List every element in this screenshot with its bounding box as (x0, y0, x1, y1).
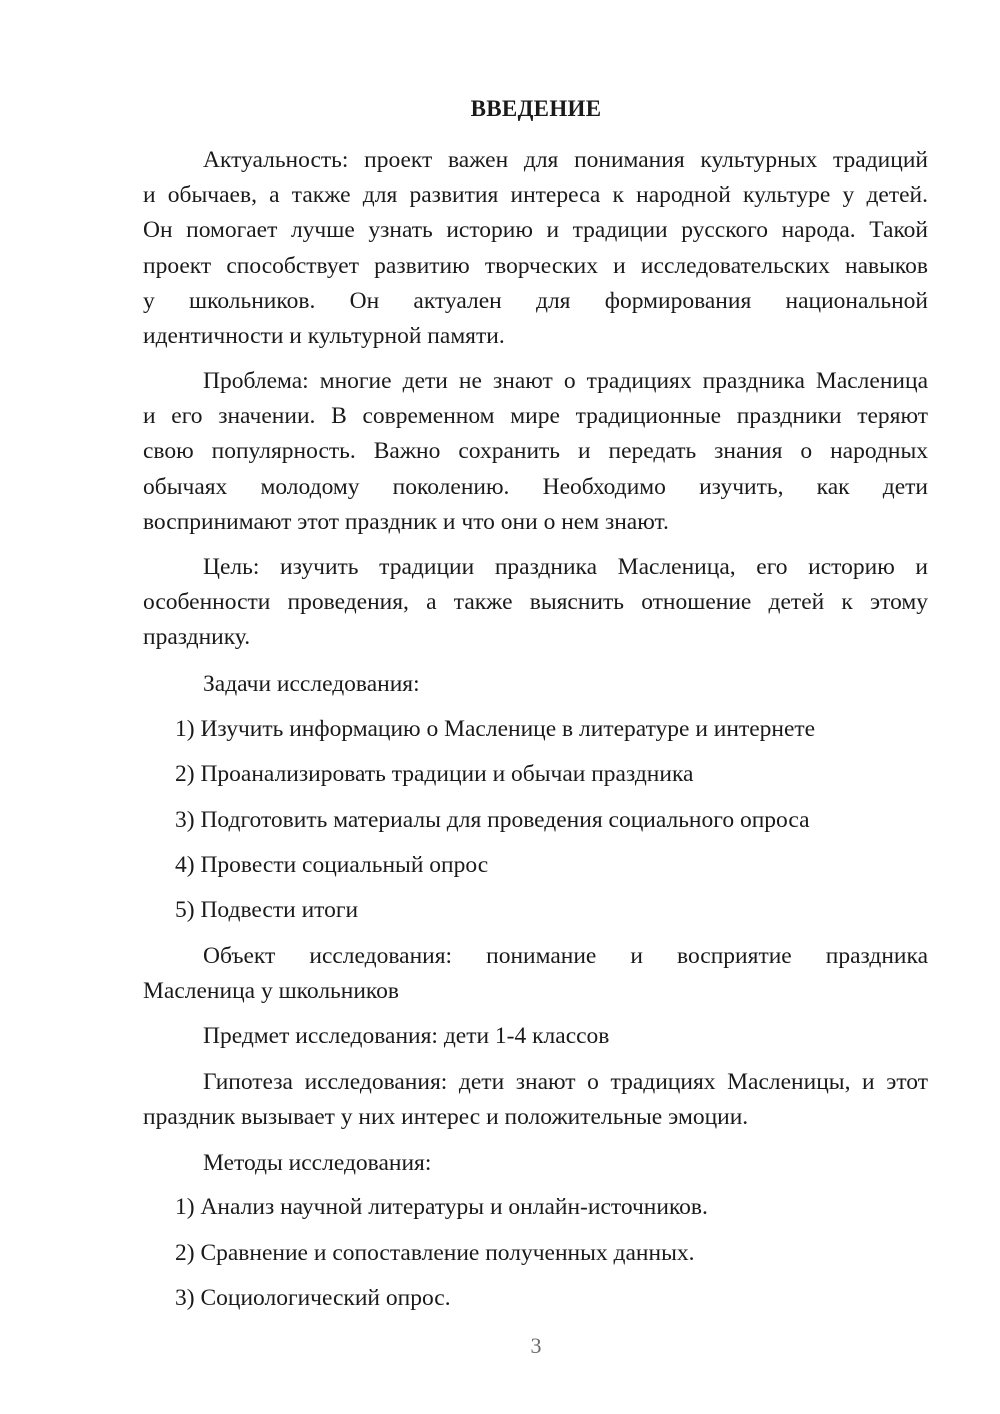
task-item: 3) Подготовить материалы для проведения социального опроса (175, 807, 810, 833)
methods-title: Методы исследования: (203, 1150, 432, 1176)
problem-line: и его значении. В современном мире традиционные праздники теряют (143, 403, 928, 430)
hypothesis-line: Гипотеза исследования: дети знают о традициях Масленицы, и этот (203, 1069, 928, 1095)
relevance-line: Актуальность: проект важен для понимания культурных традиций (203, 147, 928, 173)
relevance-line: у школьников. Он актуален для формирования национальной (143, 287, 928, 314)
task-item: 2) Проанализировать традиции и обычаи праздника (175, 761, 694, 787)
relevance-line: и обычаев, а также для развития интереса к народной культуре у детей. (143, 182, 928, 209)
task-item: 1) Изучить информацию о Масленице в литературе и интернете (175, 716, 816, 742)
goal-line: празднику. (143, 624, 251, 651)
goal-paragraph (143, 550, 928, 656)
relevance-line: Он помогает лучше узнать историю и традиции русского народа. Такой (143, 217, 928, 244)
problem-paragraph (143, 364, 928, 540)
method-item: 2) Сравнение и сопоставление полученных данных. (175, 1240, 695, 1266)
page-number: 3 (530, 1333, 542, 1358)
relevance-line: идентичности и культурной памяти. (143, 323, 505, 350)
method-item: 1) Анализ научной литературы и онлайн-источников. (175, 1194, 708, 1220)
object-line: Масленица у школьников (143, 978, 399, 1005)
relevance-line: проект способствует развитию творческих и исследовательских навыков (143, 252, 928, 279)
method-item: 3) Социологический опрос. (175, 1285, 451, 1311)
hypothesis-line: праздник вызывает у них интерес и положительные эмоции. (143, 1104, 749, 1131)
task-item: 5) Подвести итоги (175, 897, 359, 923)
object-paragraph (143, 939, 928, 1009)
problem-line: воспринимают этот праздник и что они о нем знают. (143, 508, 669, 535)
relevance-paragraph (143, 143, 928, 354)
object-line: Объект исследования: понимание и восприятие праздника (203, 943, 928, 969)
tasks-title: Задачи исследования: (203, 671, 420, 697)
goal-line: Цель: изучить традиции праздника Масленица, его историю и (203, 554, 928, 580)
problem-line: Проблема: многие дети не знают о традициях праздника Масленица (203, 368, 928, 394)
goal-line: особенности проведения, а также выяснить отношение детей к этому (143, 589, 928, 616)
problem-line: обычаях молодому поколению. Необходимо изучить, как дети (143, 473, 928, 500)
task-item: 4) Провести социальный опрос (175, 852, 489, 878)
hypothesis-paragraph (143, 1065, 928, 1135)
subject-paragraph: Предмет исследования: дети 1-4 классов (203, 1023, 610, 1049)
problem-line: свою популярность. Важно сохранить и передать знания о народных (143, 438, 928, 465)
section-heading: ВВЕДЕНИЕ (470, 96, 602, 121)
